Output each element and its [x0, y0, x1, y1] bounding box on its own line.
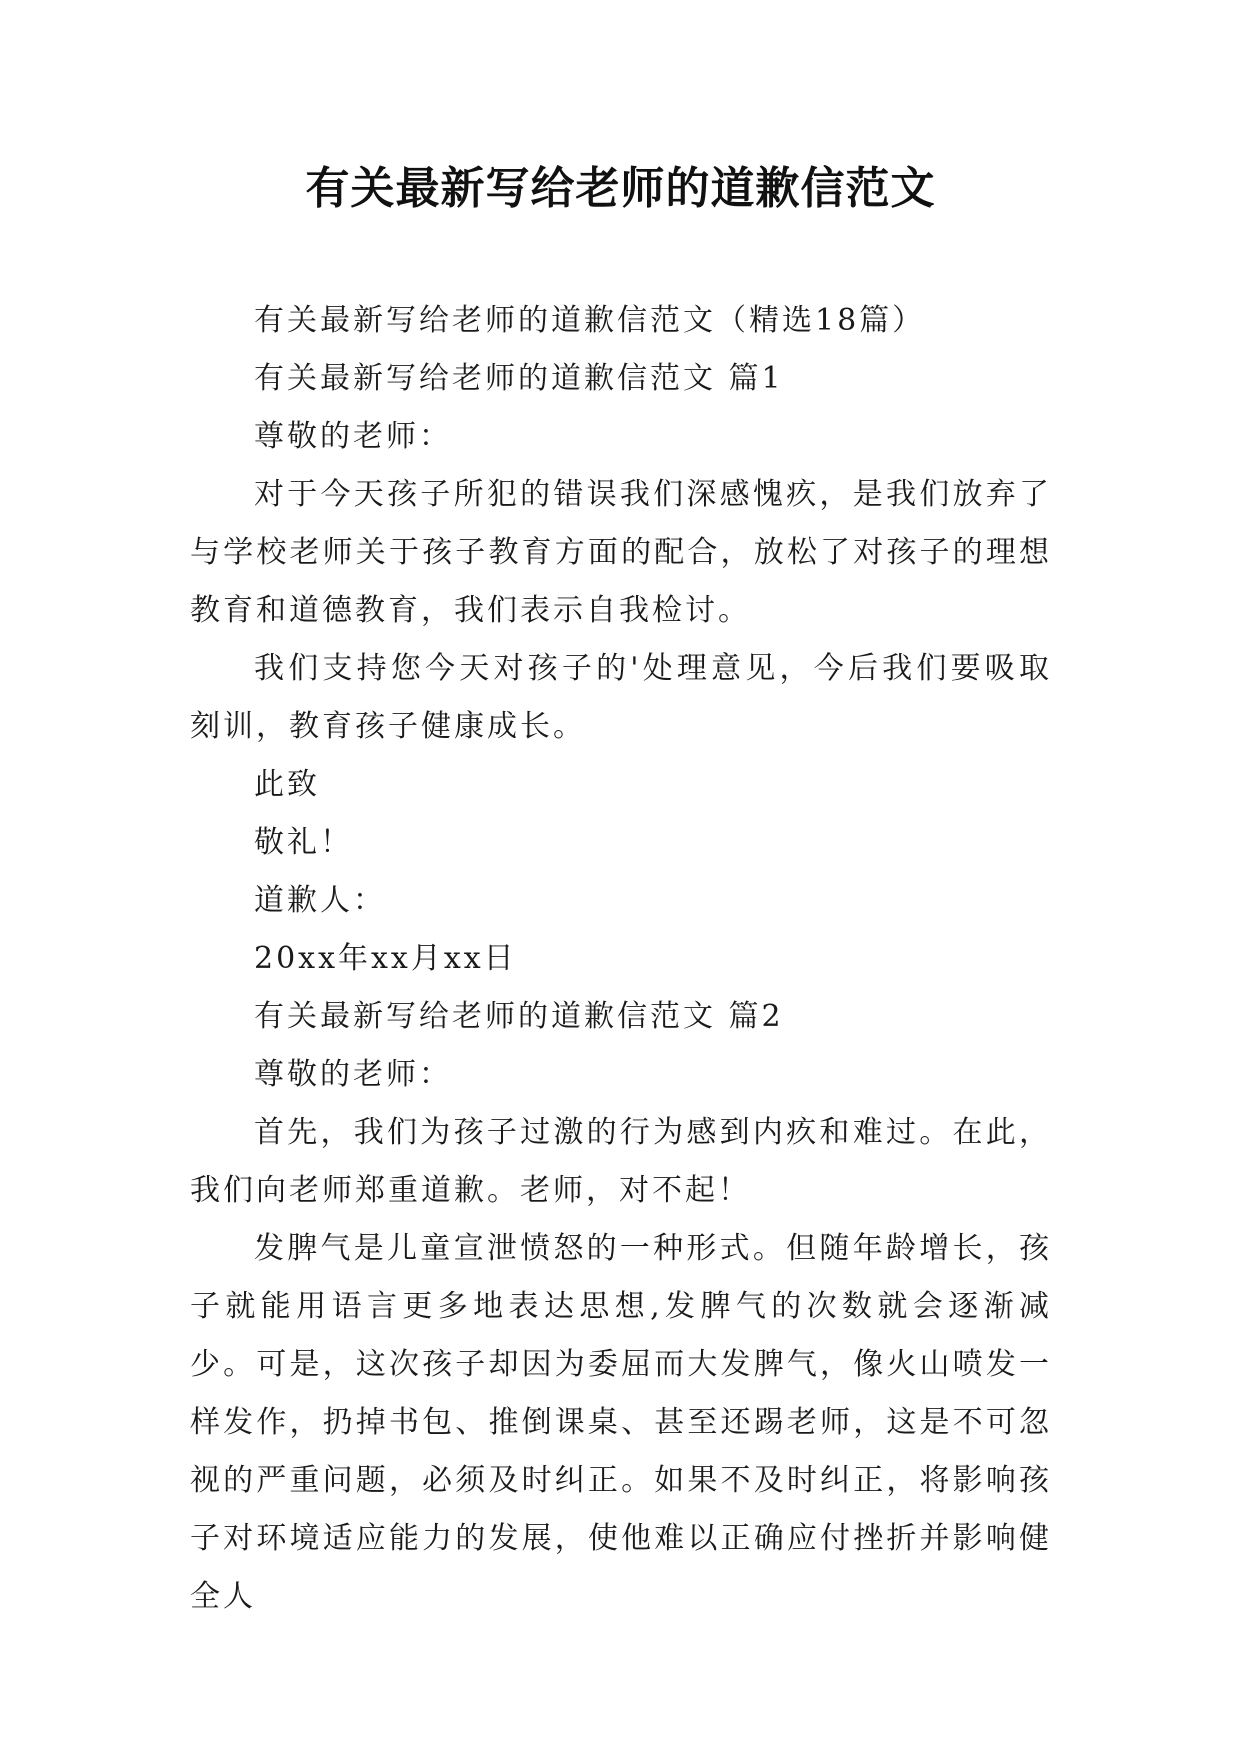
paragraph-subtitle: 有关最新写给老师的道歉信范文（精选18篇）: [254, 303, 926, 338]
paragraph-body-1: 对于今天孩子所犯的错误我们深感愧疚，是我们放弃了与学校老师关于孩子教育方面的配合，放松了对孩子的理想教育和道德教育，我们表示自我检讨。: [190, 477, 1052, 628]
paragraph-salutation-1: 尊敬的老师：: [254, 419, 452, 454]
paragraph-closing-1: 此致: [254, 767, 320, 802]
paragraph-signature: 道歉人：: [254, 883, 386, 918]
document-title: 有关最新写给老师的道歉信范文: [305, 163, 936, 214]
paragraph-salutation-2: 尊敬的老师：: [254, 1057, 452, 1092]
paragraph-body-3: 首先，我们为孩子过激的行为感到内疚和难过。在此，我们向老师郑重道歉。老师，对不起！: [190, 1115, 1052, 1208]
paragraph-closing-2: 敬礼！: [254, 825, 353, 860]
paragraph-date: 20xx年xx月xx日: [254, 941, 517, 976]
document-body: [190, 292, 1052, 1626]
paragraph-section-heading-2: 有关最新写给老师的道歉信范文 篇2: [254, 999, 784, 1034]
paragraph-body-4: 发脾气是儿童宣泄愤怒的一种形式。但随年龄增长，孩子就能用语言更多地表达思想,发脾气的次数就会逐渐减少。可是，这次孩子却因为委屈而大发脾气，像火山喷发一样发作，扔掉书包、推倒课桌、甚至还踢老师，这是不可忽视的严重问题，必须及时纠正。如果不及时纠正，将影响孩子对环境适应能力的发展，使他难以正确应付挫折并影响健全人: [190, 1231, 1052, 1614]
paragraph-section-heading-1: 有关最新写给老师的道歉信范文 篇1: [254, 361, 784, 396]
paragraph-body-2: 我们支持您今天对孩子的'处理意见，今后我们要吸取刻训，教育孩子健康成长。: [190, 651, 1052, 744]
